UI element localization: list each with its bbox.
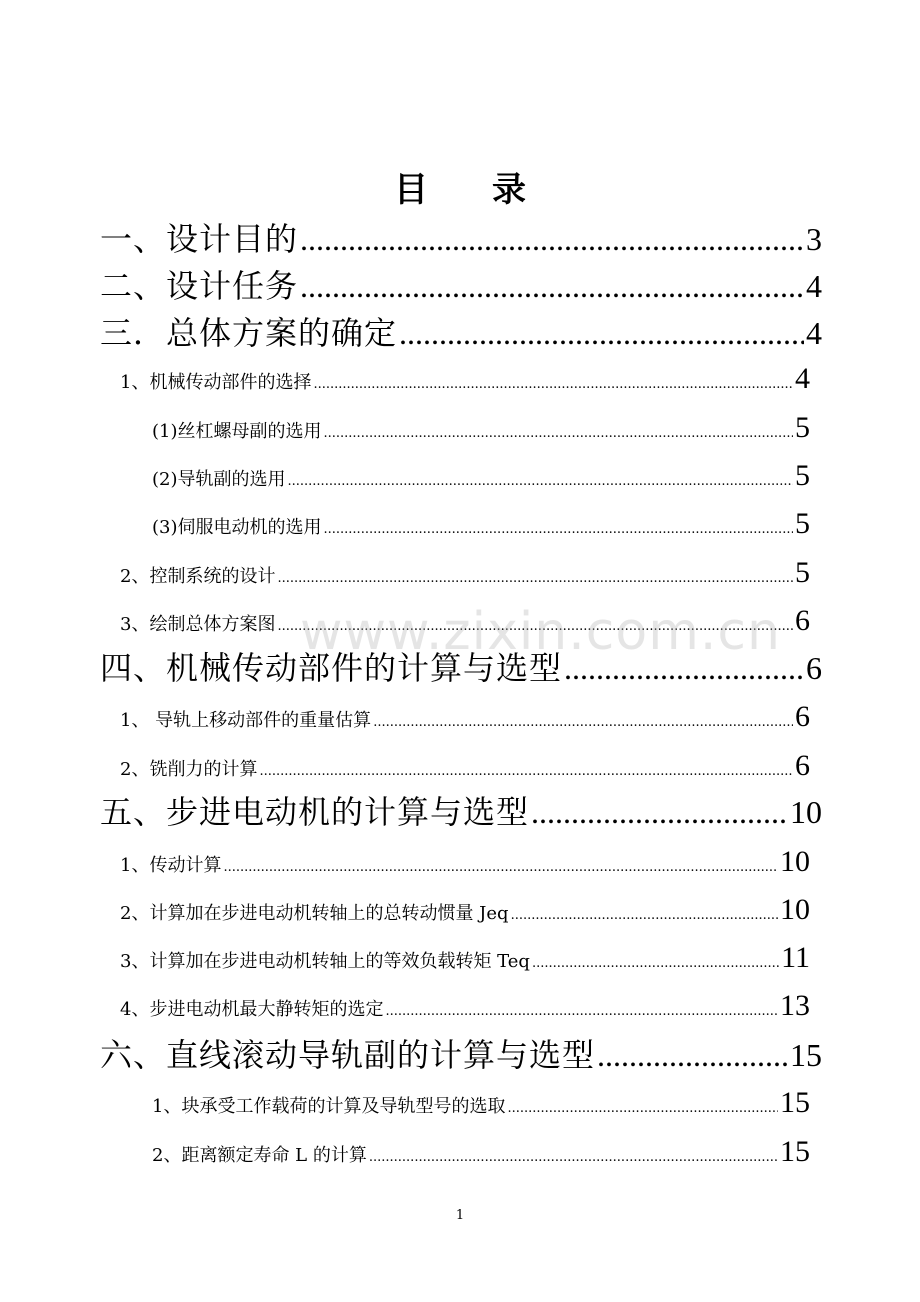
toc-page-number: 6: [795, 749, 810, 782]
toc-page-number: 6: [795, 700, 810, 733]
toc-leader: [531, 794, 788, 831]
toc-entry-label: 1、机械传动部件的选择: [120, 372, 312, 393]
toc-entry-label: 1、 导轨上移动部件的重量估算: [120, 710, 372, 731]
toc-leader: [324, 426, 794, 441]
toc-entry-label: 二、设计任务: [100, 267, 299, 305]
toc-leader: [313, 377, 793, 392]
toc-entry-7[interactable]: [152, 507, 810, 541]
toc-leader: [300, 221, 804, 258]
toc-entry-19[interactable]: [152, 1086, 810, 1120]
toc-entry-18[interactable]: [100, 1030, 822, 1076]
toc-entry-label: 六、直线滚动导轨副的计算与选型: [100, 1036, 596, 1074]
toc-leader: [259, 764, 793, 779]
toc-leader: [564, 650, 804, 687]
toc-entry-4[interactable]: [120, 362, 810, 396]
toc-entry-label: 2、铣削力的计算: [120, 759, 258, 780]
toc-entry-13[interactable]: [100, 787, 822, 833]
toc-entry-17[interactable]: [120, 989, 810, 1023]
toc-entry-15[interactable]: [120, 893, 810, 927]
toc-entry-label: 4、步进电动机最大静转矩的选定: [120, 999, 384, 1020]
toc-page-number: 15: [790, 1037, 822, 1073]
toc-entry-label: 3、绘制总体方案图: [120, 614, 276, 635]
toc-entry-label: 3、计算加在步进电动机转轴上的等效负载转矩 Teq: [120, 951, 530, 972]
toc-entry-3[interactable]: [100, 308, 822, 354]
toc-page-number: 4: [795, 362, 810, 395]
toc-leader: [324, 522, 794, 537]
toc-entry-14[interactable]: [120, 845, 810, 879]
toc-page-number: 5: [795, 459, 810, 492]
toc-entry-9[interactable]: [120, 604, 810, 638]
toc-leader: [532, 956, 779, 971]
toc-entry-16[interactable]: [120, 941, 810, 975]
toc-entry-label: 1、传动计算: [120, 855, 222, 876]
toc-entry-20[interactable]: [152, 1135, 810, 1169]
toc-entry-2[interactable]: [100, 261, 822, 307]
toc-leader: [369, 1150, 778, 1165]
toc-entry-label: 三．总体方案的确定: [100, 314, 398, 352]
toc-page-number: 6: [795, 604, 810, 637]
page-number: 1: [455, 1208, 465, 1223]
toc-entry-label: 四、机械传动部件的计算与选型: [100, 649, 563, 687]
toc-page-number: 13: [780, 989, 810, 1022]
toc-page-number: 5: [795, 507, 810, 540]
toc-page-number: 4: [806, 315, 822, 351]
toc-page-number: 4: [806, 268, 822, 304]
toc-leader: [385, 1004, 778, 1019]
toc-page-number: 6: [806, 650, 822, 686]
toc-page-number: 15: [780, 1135, 810, 1168]
toc-entry-label: 2、距离额定寿命 L 的计算: [152, 1145, 367, 1166]
toc-page-number: 10: [790, 794, 822, 830]
toc-entry-label: (1)丝杠螺母副的选用: [152, 421, 322, 442]
toc-entry-8[interactable]: [120, 556, 810, 590]
toc-page-number: 11: [781, 941, 810, 974]
toc-entry-11[interactable]: [120, 700, 810, 734]
toc-entry-label: (2)导轨副的选用: [152, 469, 286, 490]
toc-page-number: 5: [795, 556, 810, 589]
toc-page-number: 10: [780, 845, 810, 878]
toc-entry-label: 2、计算加在步进电动机转轴上的总转动惯量 Jeq: [120, 903, 509, 924]
toc-entry-10[interactable]: [100, 643, 822, 689]
toc-leader: [223, 860, 778, 875]
toc-title-part2: 录: [492, 170, 526, 210]
toc-entry-label: 1、块承受工作载荷的计算及导轨型号的选取: [152, 1096, 506, 1117]
toc-leader: [597, 1037, 788, 1074]
toc-leader: [277, 571, 793, 586]
toc-entry-label: 一、设计目的: [100, 220, 299, 258]
toc-entry-label: 2、控制系统的设计: [120, 566, 276, 587]
toc-leader: [399, 315, 804, 352]
toc-title: [0, 162, 920, 211]
toc-page-number: 15: [780, 1086, 810, 1119]
toc-leader: [373, 715, 793, 730]
toc-leader: [300, 268, 804, 305]
toc-page-number: 5: [795, 411, 810, 444]
toc-entry-label: (3)伺服电动机的选用: [152, 517, 322, 538]
toc-leader: [288, 474, 794, 489]
toc-leader: [507, 1101, 778, 1116]
toc-entry-6[interactable]: [152, 459, 810, 493]
toc-entry-1[interactable]: [100, 214, 822, 260]
toc-entry-label: 五、步进电动机的计算与选型: [100, 793, 530, 831]
watermark-text: www.zixin.com.cn: [300, 602, 781, 662]
toc-page-number: 10: [780, 893, 810, 926]
toc-entry-12[interactable]: [120, 749, 810, 783]
toc-page-number: 3: [806, 221, 822, 257]
toc-title-part1: 目: [394, 170, 428, 210]
toc-entry-5[interactable]: [152, 411, 810, 445]
toc-leader: [277, 619, 793, 634]
toc-leader: [511, 908, 778, 923]
